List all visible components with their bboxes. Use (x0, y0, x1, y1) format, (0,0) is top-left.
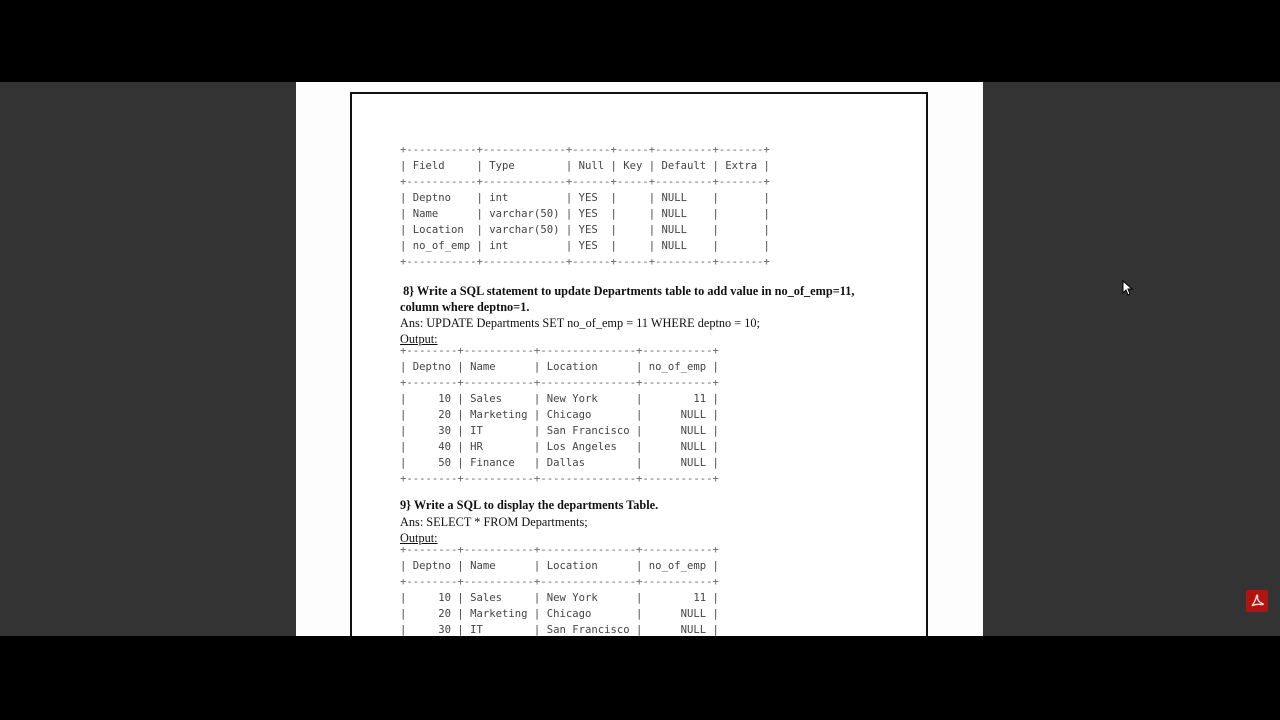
output-label-8: Output: (400, 332, 438, 346)
table-border: +--------+-----------+---------------+-----------+ (400, 473, 719, 485)
table-row: | 50 | Finance | Dallas | NULL | (400, 457, 719, 469)
table-row: | 10 | Sales | New York | 11 | (400, 393, 719, 405)
table-row: | Name | varchar(50) | YES | | NULL | | (400, 208, 770, 220)
table-row: | no_of_emp | int | YES | | NULL | | (400, 240, 770, 252)
table-border: +-----------+-------------+------+-----+---------+-------+ (400, 144, 770, 156)
table-border: +-----------+-------------+------+-----+---------+-------+ (400, 176, 770, 188)
answer-9: Ans: SELECT * FROM Departments; (400, 514, 588, 529)
answer-8: Ans: UPDATE Departments SET no_of_emp = 11 WHERE deptno = 10; (400, 316, 760, 330)
question-8-text-cont: column where deptno=1. (400, 299, 530, 314)
question-8-text: 8} Write a SQL statement to update Departments table to add value in no_of_emp=11, (400, 284, 855, 298)
table-row: | 20 | Marketing | Chicago | NULL | (400, 409, 719, 421)
table-header: | Field | Type | Null | Key | Default | Extra | (400, 160, 770, 172)
table-row: | Deptno | int | YES | | NULL | | (400, 192, 770, 204)
question-8 (400, 284, 854, 487)
output-table-9 (400, 542, 719, 637)
table-border: +--------+-----------+---------------+-----------+ (400, 377, 719, 389)
question-9-text: 9} Write a SQL to display the departments Table. (400, 498, 659, 512)
mouse-cursor-icon (1122, 280, 1134, 296)
table-border: +--------+-----------+---------------+-----------+ (400, 575, 719, 588)
table-border: +--------+-----------+---------------+-----------+ (400, 345, 719, 357)
table-row: | Location | varchar(50) | YES | | NULL | | (400, 224, 770, 236)
table-row: | 30 | IT | San Francisco | NULL | (400, 425, 719, 437)
output-table-8 (400, 343, 854, 487)
pdf-page (296, 82, 983, 636)
question-9 (400, 498, 719, 636)
table-row: | 20 | Marketing | Chicago | NULL | (400, 607, 719, 620)
acrobat-logo-icon (1249, 593, 1265, 609)
acrobat-pdf-icon[interactable] (1246, 590, 1268, 612)
table-header: | Deptno | Name | Location | no_of_emp | (400, 361, 719, 373)
table-row: | 10 | Sales | New York | 11 | (400, 591, 719, 604)
table-header: | Deptno | Name | Location | no_of_emp | (400, 559, 719, 572)
describe-table (400, 142, 770, 270)
table-row: | 40 | HR | Los Angeles | NULL | (400, 441, 719, 453)
table-border: +--------+-----------+---------------+-----------+ (400, 543, 719, 556)
pdf-viewer[interactable] (0, 82, 1280, 636)
output-label-9: Output: (400, 530, 438, 545)
page-border-box (350, 92, 928, 636)
table-row: | 30 | IT | San Francisco | NULL | (400, 623, 719, 636)
table-border: +-----------+-------------+------+-----+---------+-------+ (400, 256, 770, 268)
